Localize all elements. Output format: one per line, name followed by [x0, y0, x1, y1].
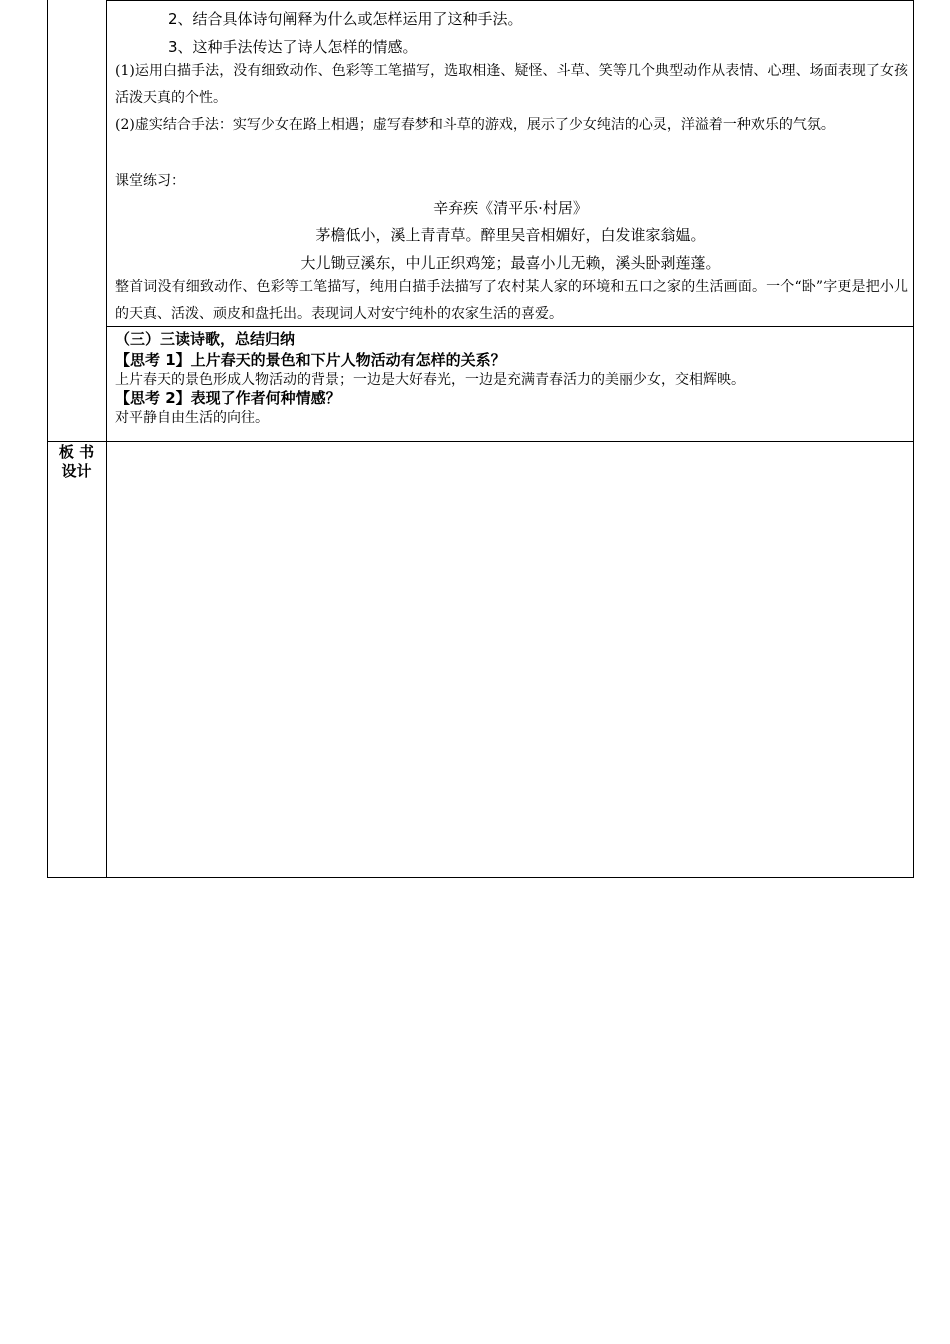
board-design-content-cell: [107, 442, 913, 877]
step-3-text: 3、这种手法传达了诗人怎样的情感。: [168, 38, 418, 56]
row-divider-top: [106, 0, 914, 1]
answer-1-paragraph: (1)运用白描手法，没有细致动作、色彩等工笔描写，选取相逢、疑怪、斗草、笑等几个典型动作从表情、心理、场面表现了女孩活泼天真的个性。: [115, 63, 908, 106]
poem-line-2: 大儿锄豆溪东，中儿正织鸡笼；最喜小儿无赖，溪头卧剥莲蓬。: [300, 254, 721, 272]
board-label-line-1: 板 书: [58, 443, 95, 461]
poem-line-1: 茅檐低小，溪上青青草。醉里吴音相媚好，白发谁家翁媪。: [315, 226, 706, 244]
think-2-question: 【思考 2】表现了作者何种情感？: [115, 389, 341, 407]
think-2-answer: 对平静自由生活的向往。: [115, 410, 269, 426]
practice-label: 课堂练习：: [115, 173, 185, 189]
board-design-label: [48, 443, 105, 481]
summary-heading: （三）三读诗歌，总结归纳: [115, 330, 296, 348]
poem-commentary: 整首词没有细致动作、色彩等工笔描写，纯用白描手法描写了农村某人家的环境和五口之家的生活画面。一个“卧”字更是把小儿的天真、活泼、顽皮和盘托出。表现词人对安宁纯朴的农家生活的喜爱。: [115, 279, 908, 322]
answer-2-paragraph: (2)虚实结合手法：实写少女在路上相遇；虚写春梦和斗草的游戏，展示了少女纯洁的心灵，洋溢着一种欢乐的气氛。: [115, 117, 835, 133]
think-1-question: 【思考 1】上片春天的景色和下片人物活动有怎样的关系？: [115, 351, 506, 369]
board-label-line-2: 设计: [61, 462, 92, 480]
think-1-answer: 上片春天的景色形成人物活动的背景；一边是大好春光，一边是充满青春活力的美丽少女，交相辉映。: [115, 372, 745, 388]
poem-title: 辛弃疾《清平乐·村居》: [433, 199, 588, 217]
step-2-text: 2、结合具体诗句阐释为什么或怎样运用了这种手法。: [168, 10, 523, 28]
